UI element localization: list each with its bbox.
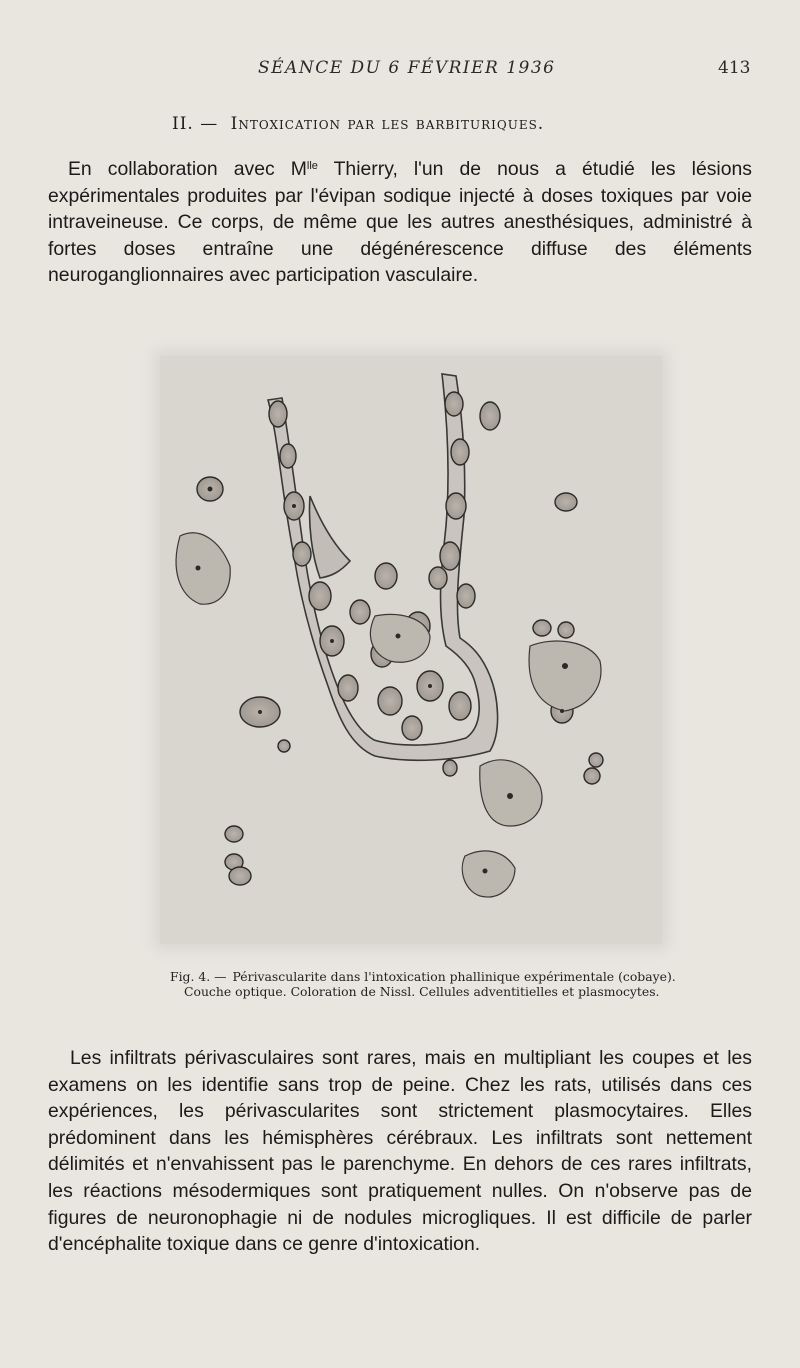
caption-line-1 xyxy=(170,969,690,984)
paragraph-1 xyxy=(48,156,752,289)
figure-micrograph xyxy=(160,356,662,944)
section-title: Intoxication par les barbituriques. xyxy=(230,114,545,134)
running-head: SÉANCE DU 6 FÉVRIER 1936 xyxy=(258,58,556,78)
figure-label: Fig. 4. — xyxy=(170,969,227,984)
paragraph-2-text: Les infiltrats périvasculaires sont rares, mais en multipliant les coupes et les examens on les identifie sans trop de peine. Chez les rats, utilisés dans ces expériences, les périvascularites sont strictement plasmocytaires. Elles prédominent dans les hémisphères cérébraux. Les infiltrats sont nettement délimités et n'envahissent pas le parenchyme. En dehors de ces rares infiltrats, les réactions mésodermiques sont pratiquement nulles. On n'observe pas de figures de neuronophagie ni de nodules microgliques. Il est difficile de parler d'encéphalite toxique dans ce genre d'intoxication. xyxy=(48,1047,752,1256)
caption-line-2: Couche optique. Coloration de Nissl. Cellules adventitielles et plasmocytes. xyxy=(184,984,660,999)
figure-caption xyxy=(170,969,690,999)
micrograph-illustration xyxy=(160,356,662,944)
paragraph-1-rest: Thierry, l'un de nous a étudié les lésions expérimentales produites par l'évipan sodique injecté à doses toxiques par voie intraveineuse. Ce corps, de même que les autres anesthésiques, administré à fortes doses entraîne une dégénérescence diffuse des éléments neuroganglionnaires avec participation vasculaire. xyxy=(48,158,752,286)
section-numeral: II. — xyxy=(172,114,219,134)
paragraph-1-superscript: lle xyxy=(306,160,318,172)
paragraph-1-lead: En collaboration avec M xyxy=(68,158,307,180)
paragraph-2 xyxy=(48,1045,752,1258)
page-header xyxy=(0,58,800,84)
caption-text-1: Périvascularite dans l'intoxication phallinique expérimentale (cobaye). xyxy=(232,969,676,984)
section-heading xyxy=(172,114,544,134)
page-number: 413 xyxy=(718,58,751,78)
